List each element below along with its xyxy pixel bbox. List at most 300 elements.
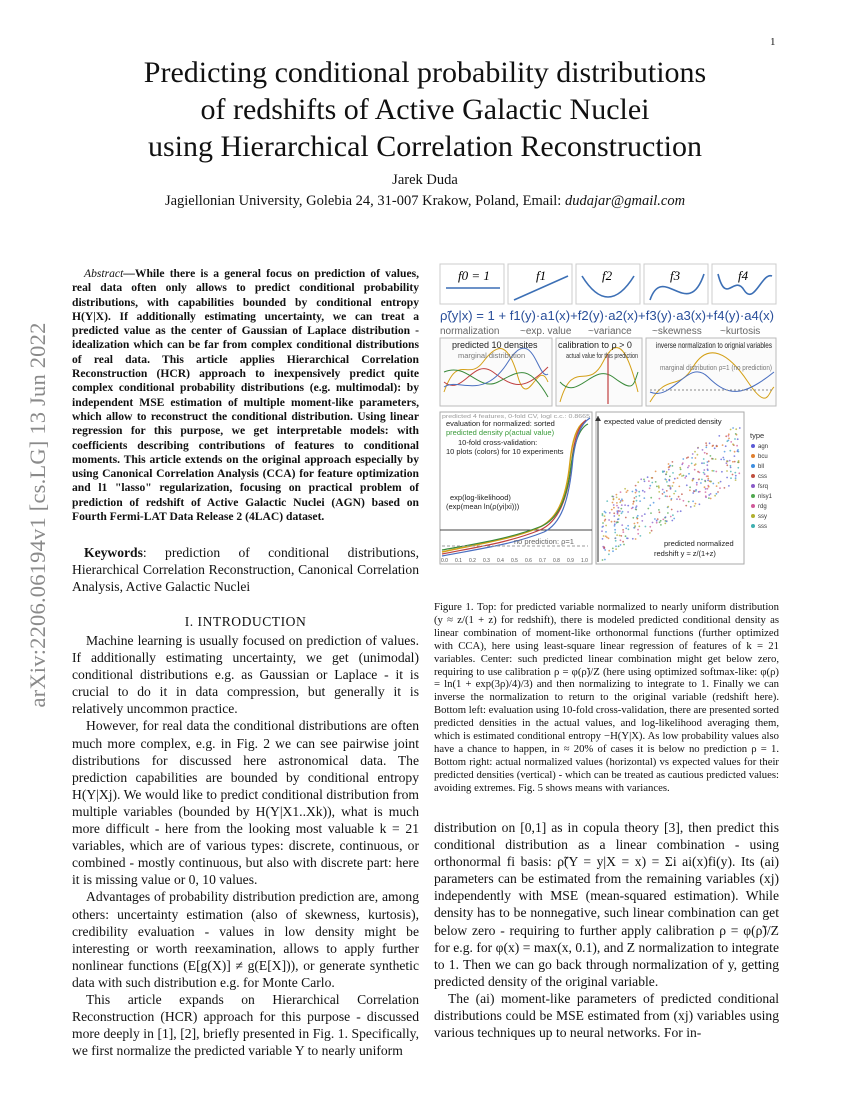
scatter-dot [655, 471, 657, 473]
scatter-label: redshift y ≈ z/(1+z) [654, 549, 716, 558]
tick-label: 0.9 [567, 558, 574, 564]
scatter-dot [633, 527, 635, 529]
scatter-dot [632, 517, 634, 519]
scatter-dot [705, 442, 707, 444]
scatter-dot [667, 506, 669, 508]
scatter-dot [616, 497, 618, 499]
scatter-dot [638, 491, 640, 493]
scatter-dot [706, 464, 708, 466]
scatter-dot [625, 535, 627, 537]
scatter-dot [730, 471, 732, 473]
scatter-legend [751, 444, 773, 530]
scatter-dot [705, 446, 707, 448]
scatter-dot [644, 480, 646, 482]
scatter-dot [695, 490, 697, 492]
email-link[interactable]: dudajar@gmail.com [564, 193, 686, 209]
scatter-dot [649, 485, 651, 487]
scatter-dot [705, 491, 707, 493]
scatter-dot [606, 500, 608, 502]
scatter-dot [715, 458, 717, 460]
scatter-dot [643, 497, 645, 499]
scatter-dot [608, 550, 610, 552]
scatter-dot [704, 473, 706, 475]
basis-label-3: f3 [670, 268, 681, 283]
scatter-dot [681, 493, 683, 495]
legend-entry: ssy [758, 514, 767, 520]
formula-label: normalization [440, 326, 500, 337]
scatter-dot [660, 520, 662, 522]
scatter-dot [726, 464, 728, 466]
scatter-dot [612, 502, 614, 504]
scatter-dot [673, 493, 675, 495]
scatter-dot [649, 532, 651, 534]
scatter-dot [618, 498, 620, 500]
scatter-dot [724, 451, 726, 453]
scatter-dot [605, 525, 607, 527]
scatter-dot [708, 494, 710, 496]
scatter-dot [604, 520, 606, 522]
abstract-text: —While there is a general focus on prediction of values, real data often only allows to predict conditional probability distributions, with capabilities bounded by conditional entropy H(Y|X). If additionally estimating uncertainty, we can treat a predicted value as the center of Gaussian of Laplace distribution - idealization which can be far from complex conditional distributions of real data. This article applies Hierarchical Correlation Reconstruction (HCR) approach to inexpensively predict quite complex conditional probability distributions (e.g. multimodal): by independent MSE estimation of multiple moment-like parameters, which allow to reconstruct the conditional distribution. Using linear regression for this purpose, we get interpretable models: with coefficients describing contributions of features to conditional moments. This article extends on the original approach especially by using Canonical Correlation Analysis (CCA) for feature optimization and l1 "lasso" regularization, focusing on practical problem of prediction of redshift of Active Galactic Nuclei (AGN) based on Fourth Fermi-LAT Data Release 2 (4LAC) dataset. [72, 267, 419, 524]
scatter-dot [694, 451, 696, 453]
tick-label: 0.7 [539, 558, 546, 564]
scatter-dot [718, 435, 720, 437]
paragraph: Advantages of probability distribution prediction are, among others: uncertainty estimation (also of skewness, kurtosis), credibility evaluation - values in low density might be interesting or worth reexamination, allows to apply further nonlinear functions (E[g(X)] ≠ g(E[X])), or generate synthetic data with such distribution e.g. for Monte Carlo. [72, 889, 419, 990]
scatter-dot [622, 500, 624, 502]
scatter-dot [634, 525, 636, 527]
page-number: 1 [770, 36, 776, 48]
scatter-dot [604, 549, 606, 551]
scatter-dot [710, 493, 712, 495]
scatter-dot [737, 450, 739, 452]
legend-entry: rdg [758, 504, 767, 510]
scatter-dot [658, 509, 660, 511]
scatter-dot [605, 531, 607, 533]
scatter-dot [609, 512, 611, 514]
scatter-dot [698, 479, 700, 481]
scatter-dot [701, 479, 703, 481]
scatter-dot [604, 515, 606, 517]
scatter-dot [658, 491, 660, 493]
scatter-dot [651, 482, 653, 484]
legend-swatch [751, 484, 755, 488]
intro-text [72, 632, 419, 1059]
scatter-dot [737, 461, 739, 463]
scatter-dot [627, 525, 629, 527]
scatter-dot [618, 507, 620, 509]
scatter-dot [662, 519, 664, 521]
scatter-dot [678, 496, 680, 498]
scatter-dot [666, 521, 668, 523]
scatter-dot [614, 523, 616, 525]
scatter-dot [620, 539, 622, 541]
scatter-dot [695, 503, 697, 505]
tick-label: 0.2 [469, 558, 476, 564]
scatter-dot [728, 438, 730, 440]
scatter-dot [604, 559, 606, 561]
cv-label: (exp(mean ln(ρ(yi|xi))) [446, 502, 520, 511]
basis-panels [440, 264, 776, 304]
legend-title: type [750, 431, 765, 440]
scatter-dot [738, 472, 740, 474]
scatter-dot [702, 449, 704, 451]
basis-label-1: f1 [536, 268, 547, 283]
figure-1 [438, 262, 778, 567]
scatter-dot [665, 516, 667, 518]
right-column-text [434, 819, 779, 1041]
scatter-dot [613, 512, 615, 514]
formula-label: ~skewness [652, 326, 702, 337]
arxiv-stamp-text: arXiv:2206.06194v1 [cs.LG] 13 Jun 2022 [25, 322, 50, 708]
scatter-dot [736, 445, 738, 447]
scatter-dot [692, 479, 694, 481]
scatter-dot [668, 463, 670, 465]
scatter-dot [642, 490, 644, 492]
scatter-dot [739, 427, 741, 429]
center-label: marginal distribution [458, 351, 526, 360]
scatter-dot [670, 516, 672, 518]
scatter-dot [720, 481, 722, 483]
scatter-dot [647, 476, 649, 478]
scatter-dot [679, 467, 681, 469]
scatter-dot [670, 488, 672, 490]
scatter-dot [603, 535, 605, 537]
scatter-dot [712, 445, 714, 447]
scatter-dot [613, 498, 615, 500]
scatter-dot [665, 495, 667, 497]
scatter-dot [728, 440, 730, 442]
scatter-dot [700, 482, 702, 484]
scatter-dot [693, 490, 695, 492]
scatter-dot [734, 438, 736, 440]
scatter-dot [649, 504, 651, 506]
formula-label: ~variance [588, 326, 632, 337]
scatter-dot [730, 467, 732, 469]
scatter-dot [722, 444, 724, 446]
tick-label: 0.1 [455, 558, 462, 564]
scatter-dot [669, 480, 671, 482]
scatter-dot [666, 490, 668, 492]
scatter-dot [734, 461, 736, 463]
scatter-dot [660, 524, 662, 526]
scatter-dot [626, 491, 628, 493]
scatter-dot [672, 485, 674, 487]
scatter-dot [638, 526, 640, 528]
scatter-dot [732, 461, 734, 463]
scatter-dot [677, 511, 679, 513]
scatter-dot [662, 489, 664, 491]
scatter-dot [637, 522, 639, 524]
scatter-dot [667, 512, 669, 514]
legend-swatch [751, 474, 755, 478]
scatter-dot [656, 522, 658, 524]
scatter-dot [672, 514, 674, 516]
scatter-dot [653, 502, 655, 504]
legend-swatch [751, 504, 755, 508]
scatter-dot [615, 545, 617, 547]
scatter-dot [735, 428, 737, 430]
scatter-dot [601, 530, 603, 532]
scatter-dot [615, 548, 617, 550]
scatter-dot [617, 521, 619, 523]
scatter-dot [602, 515, 604, 517]
cv-label: 10 plots (colors) for 10 experiments [446, 447, 564, 456]
scatter-dot [711, 470, 713, 472]
scatter-dot [641, 515, 643, 517]
scatter-dot [734, 455, 736, 457]
scatter-dot [656, 486, 658, 488]
scatter-dot [674, 478, 676, 480]
scatter-dot [664, 523, 666, 525]
scatter-dot [719, 487, 721, 489]
scatter-dot [605, 512, 607, 514]
scatter-dot [714, 447, 716, 449]
scatter-dot [601, 526, 603, 528]
scatter-dot [649, 487, 651, 489]
scatter-dot [734, 472, 736, 474]
scatter-dot [619, 535, 621, 537]
scatter-dot [655, 481, 657, 483]
legend-swatch [751, 444, 755, 448]
tick-label: 0.0 [441, 558, 448, 564]
scatter-dot [659, 498, 661, 500]
title-line: using Hierarchical Correlation Reconstruction [148, 130, 702, 163]
scatter-dot [699, 503, 701, 505]
scatter-dot [722, 457, 724, 459]
scatter-dot [663, 491, 665, 493]
legend-entry: bll [758, 464, 765, 470]
abstract [72, 267, 419, 524]
legend-entry: fsrq [758, 484, 769, 490]
legend-swatch [751, 524, 755, 528]
scatter-dot [627, 505, 629, 507]
cv-header: predicted 4 features, 0-fold CV, logl c.c.: 0.8665 [442, 414, 591, 420]
scatter-dot [649, 526, 651, 528]
scatter-dot [625, 528, 627, 530]
scatter-dot [662, 493, 664, 495]
scatter-dot [665, 473, 667, 475]
author: Jarek Duda [392, 172, 458, 188]
scatter-dot [718, 482, 720, 484]
center-label: actual value for this prediction [566, 351, 638, 360]
scatter-dot [675, 490, 677, 492]
scatter-dot [650, 512, 652, 514]
scatter-dot [697, 447, 699, 449]
scatter-dot [716, 445, 718, 447]
scatter-dot [636, 517, 638, 519]
scatter-dot [632, 491, 634, 493]
scatter-dot [688, 473, 690, 475]
scatter-dot [724, 487, 726, 489]
scatter-dot [694, 505, 696, 507]
scatter-dot [729, 450, 731, 452]
legend-entry: bcu [758, 454, 768, 460]
scatter-dot [640, 478, 642, 480]
scatter-dot [692, 492, 694, 494]
scatter-dot [620, 508, 622, 510]
scatter-dot [612, 548, 614, 550]
scatter-dot [645, 526, 647, 528]
scatter-dot [611, 496, 613, 498]
scatter-dot [633, 501, 635, 503]
scatter-dot [709, 442, 711, 444]
scatter-dot [640, 535, 642, 537]
scatter-dot [688, 465, 690, 467]
scatter-dot [708, 497, 710, 499]
scatter-dot [616, 505, 618, 507]
legend-entry: sss [758, 524, 767, 530]
scatter-dot [624, 488, 626, 490]
scatter-dot [622, 511, 624, 513]
scatter-dot [635, 485, 637, 487]
scatter-dot [676, 498, 678, 500]
scatter-dot [635, 496, 637, 498]
scatter-dot [686, 484, 688, 486]
scatter-dot [612, 550, 614, 552]
cv-label: no prediction: ρ=1 [514, 537, 574, 546]
scatter-dot [703, 462, 705, 464]
scatter-dot [681, 475, 683, 477]
title-line: Predicting conditional probability distributions [143, 56, 707, 89]
cv-panel [440, 412, 592, 564]
scatter-dot [622, 531, 624, 533]
scatter-dot [672, 461, 674, 463]
scatter-dot [695, 457, 697, 459]
scatter-dot [673, 482, 675, 484]
scatter-dot [703, 458, 705, 460]
scatter-dot [615, 537, 617, 539]
scatter-dot [716, 493, 718, 495]
scatter-dot [666, 481, 668, 483]
scatter-dot [659, 511, 661, 513]
tick-label: 0.4 [497, 558, 504, 564]
scatter-dot [669, 476, 671, 478]
scatter-dot [732, 474, 734, 476]
basis-label-2: f2 [602, 268, 613, 283]
scatter-dot [704, 452, 706, 454]
scatter-dot [680, 510, 682, 512]
scatter-dot [621, 512, 623, 514]
scatter-dot [635, 538, 637, 540]
affiliation [80, 193, 770, 210]
scatter-dot [656, 520, 658, 522]
cv-label: evaluation for normalized: sorted [446, 419, 555, 428]
scatter-dot [618, 545, 620, 547]
scatter-dot [627, 538, 629, 540]
figure-caption: Figure 1. Top: for predicted variable normalized to nearly uniform distribution (y ≈ z/(1 + z) for redshift), there is modeled predicted conditional density as linear combination of moment-like orthonormal functions (further optimized with CCA), here using least-square linear regression of features of k = 21 variables. Center: such predicted linear combination might get below zero, requiring to use calibration ρ = φ(ρ̃)/Z (here using optimized softmax-like: φ(ρ) = ln(1 + exp(3ρ)/4)/3) and then normalizing to integrate to 1. Finally we can inverse the normalization to return to the original variable (redshift here). Bottom left: evaluation using 10-fold cross-validation, there are presented sorted predicted densities in the actual values, and log-likelihood averaging them, which is estimated conditional entropy −H(Y|X). As low probability values also have a chance to happen, in ≈ 20% of cases it is below no prediction ρ = 1. Bottom right: actual normalized values (horizontal) vs expected values for their predicted densities (vertical) - which can be treated as cautious predicted values: avoiding extremes. Fig. 5 shows means with variances. [434, 601, 779, 794]
scatter-dot [621, 524, 623, 526]
scatter-dot [608, 537, 610, 539]
scatter-panel [595, 412, 773, 564]
scatter-dot [697, 471, 699, 473]
scatter-dot [644, 491, 646, 493]
scatter-dot [682, 458, 684, 460]
scatter-dot [730, 477, 732, 479]
scatter-dot [608, 519, 610, 521]
scatter-dot [710, 455, 712, 457]
title-line: of redshifts of Active Galactic Nuclei [200, 93, 650, 126]
center-label: predicted 10 densites [452, 340, 538, 350]
figure-formula: ρ̃(y|x) = 1 + f1(y)·a1(x)+f2(y)·a2(x)+f3(y)·a3(x)+f4(y)·a4(x) [440, 309, 774, 323]
scatter-dot [732, 427, 734, 429]
scatter-dot [673, 518, 675, 520]
scatter-dot [641, 520, 643, 522]
scatter-dot [651, 477, 653, 479]
scatter-dot [727, 461, 729, 463]
scatter-dot [685, 475, 687, 477]
scatter-dot [687, 467, 689, 469]
scatter-dot [680, 473, 682, 475]
scatter-dot [625, 517, 627, 519]
scatter-dot [657, 518, 659, 520]
legend-swatch [751, 494, 755, 498]
scatter-dot [664, 478, 666, 480]
keywords [72, 544, 419, 595]
scatter-dot [611, 509, 613, 511]
center-label: marginal distribution ρ=1 (no prediction) [660, 363, 773, 372]
arxiv-stamp [18, 295, 58, 735]
scatter-dot [672, 465, 674, 467]
scatter-dot [699, 491, 701, 493]
scatter-dot [628, 528, 630, 530]
scatter-dot [732, 443, 734, 445]
scatter-dot [602, 538, 604, 540]
scatter-dot [632, 538, 634, 540]
scatter-dot [636, 500, 638, 502]
scatter-dot [602, 522, 604, 524]
scatter-dot [602, 559, 604, 561]
scatter-dot [714, 495, 716, 497]
scatter-dot [728, 435, 730, 437]
tick-label: 0.5 [511, 558, 518, 564]
scatter-dot [606, 537, 608, 539]
scatter-dot [603, 548, 605, 550]
scatter-dot [614, 525, 616, 527]
scatter-dot [730, 429, 732, 431]
scatter-dot [611, 521, 613, 523]
scatter-dot [708, 486, 710, 488]
scatter-dot [726, 477, 728, 479]
legend-swatch [751, 454, 755, 458]
scatter-dot [614, 532, 616, 534]
scatter-dot [635, 509, 637, 511]
scatter-dot [720, 459, 722, 461]
paragraph: This article expands on Hierarchical Correlation Reconstruction (HCR) approach for this purpose - discussed more deeply in [1], [2], briefly presented in Fig. 1. Specifically, we first normalize the predicted variable Y to nearly uniform [72, 991, 419, 1059]
scatter-label: predicted normalized [664, 539, 734, 548]
scatter-dot [637, 481, 639, 483]
scatter-dot [615, 540, 617, 542]
scatter-dot [696, 482, 698, 484]
affiliation-text: Jagiellonian University, Golebia 24, 31-007 Krakow, Poland, Email: [164, 193, 565, 209]
scatter-dot [651, 530, 653, 532]
scatter-dot [712, 483, 714, 485]
tick-label: 1.0 [581, 558, 588, 564]
scatter-dot [688, 501, 690, 503]
scatter-dot [707, 488, 709, 490]
scatter-dot [644, 513, 646, 515]
scatter-dot [616, 510, 618, 512]
scatter-dot [669, 496, 671, 498]
formula-labels [440, 326, 760, 337]
center-panels [440, 338, 776, 406]
scatter-dot [695, 463, 697, 465]
scatter-dot [671, 520, 673, 522]
scatter-dot [737, 467, 739, 469]
scatter-dot [613, 504, 615, 506]
scatter-dot [614, 521, 616, 523]
scatter-dot [735, 475, 737, 477]
scatter-dot [619, 501, 621, 503]
scatter-dot [707, 475, 709, 477]
